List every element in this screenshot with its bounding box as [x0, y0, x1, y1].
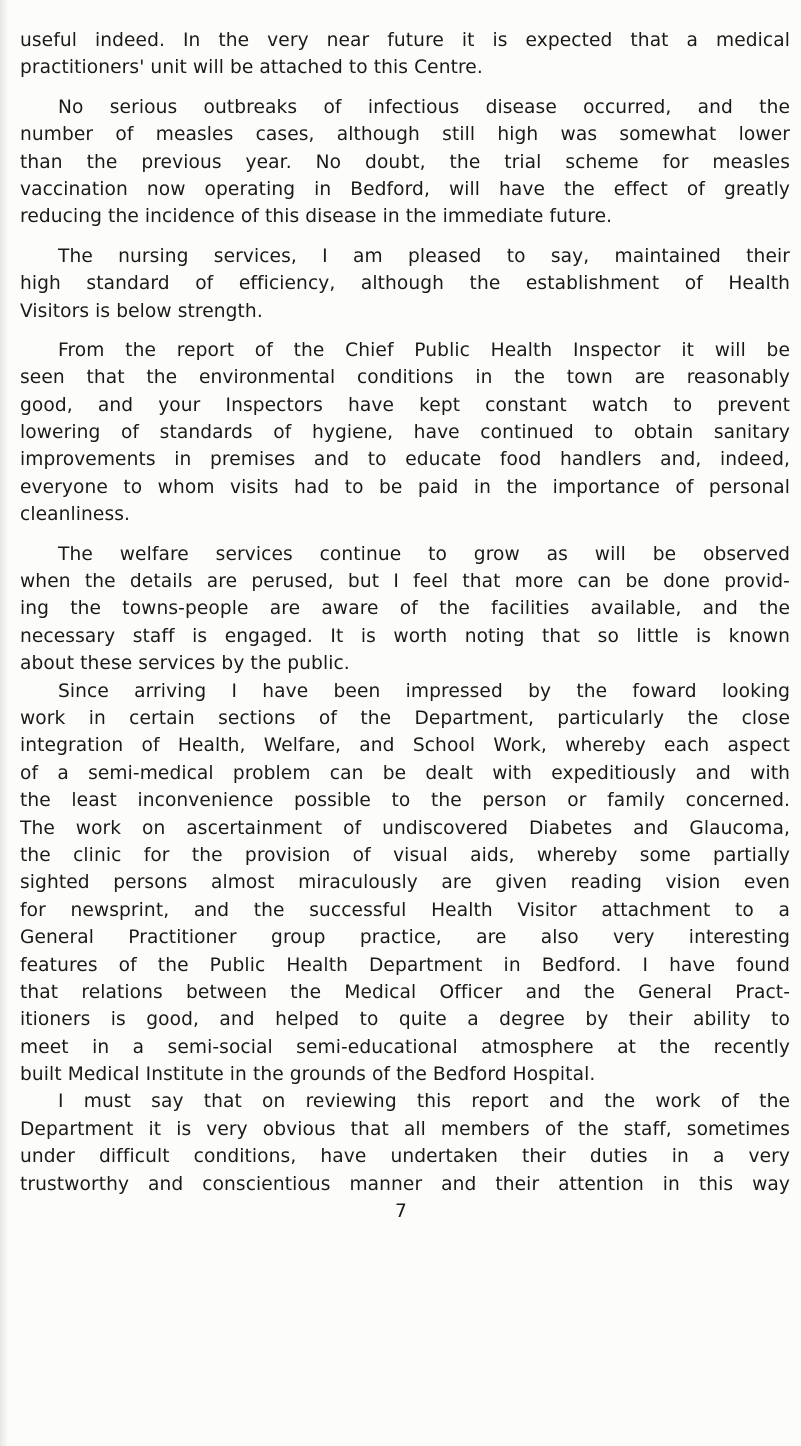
paragraph-p6 [20, 1088, 790, 1198]
text-line: I must say that on reviewing this report and the work of the [58, 1091, 790, 1113]
page-edge-shadow [0, 0, 8, 1446]
paragraph-p5 [20, 678, 790, 1089]
text-line: cleanliness. [20, 504, 131, 526]
text-line: sighted persons almost miraculously are given reading vision even [20, 872, 790, 894]
text-line: Visitors is below strength. [20, 300, 263, 322]
text-line: work in certain sections of the Department, particularly the close [20, 707, 790, 729]
body-text [20, 27, 790, 1225]
text-line: itioners is good, and helped to quite a degree by their ability to [20, 1009, 790, 1031]
text-line: meet in a semi-social semi-educational atmosphere at the recently [20, 1036, 790, 1058]
text-line: under difficult conditions, have undertaken their duties in a very [20, 1146, 790, 1168]
page-number: 7 [395, 1201, 407, 1223]
paragraph-p0 [20, 27, 790, 82]
paragraph-p1 [20, 94, 790, 231]
text-line: Department it is very obvious that all members of the staff, sometimes [20, 1118, 790, 1140]
text-line: of a semi-medical problem can be dealt with expeditiously and with [20, 762, 790, 784]
text-line: that relations between the Medical Officer and the General Pract- [20, 981, 790, 1003]
text-line: good, and your Inspectors have kept constant watch to prevent [20, 394, 790, 416]
text-line: than the previous year. No doubt, the trial scheme for measles [20, 151, 790, 173]
text-line: the clinic for the provision of visual aids, whereby some partially [20, 844, 790, 866]
text-line: everyone to whom visits had to be paid in the importance of personal [20, 476, 790, 498]
text-line: The work on ascertainment of undiscovered Diabetes and Glaucoma, [20, 817, 790, 839]
text-line: about these services by the public. [20, 653, 350, 675]
text-line: useful indeed. In the very near future it is expected that a medical [20, 30, 790, 51]
text-line: General Practitioner group practice, are also very interesting [20, 927, 790, 949]
text-line: features of the Public Health Department in Bedford. I have found [20, 954, 790, 976]
text-line: trustworthy and conscientious manner and their attention in this way [20, 1173, 790, 1195]
text-line: high standard of efficiency, although the establishment of Health [20, 273, 790, 295]
text-line: No serious outbreaks of infectious disease occurred, and the [58, 96, 790, 118]
text-line: integration of Health, Welfare, and School Work, whereby each aspect [20, 735, 790, 757]
text-line: lowering of standards of hygiene, have continued to obtain sanitary [20, 422, 790, 444]
paragraph-spacer [20, 231, 790, 243]
paragraph-spacer [20, 529, 790, 541]
text-line: The nursing services, I am pleased to say, maintained their [58, 245, 790, 267]
text-line: vaccination now operating in Bedford, will have the effect of greatly [20, 178, 790, 200]
text-line: Since arriving I have been impressed by the foward looking [58, 680, 790, 702]
text-line: when the details are perused, but I feel that more can be done provid- [20, 571, 790, 593]
text-line: the least inconvenience possible to the person or family concerned. [20, 790, 790, 812]
text-line: From the report of the Chief Public Health Inspector it will be [58, 339, 790, 361]
text-line: built Medical Institute in the grounds of the Bedford Hospital. [20, 1064, 596, 1086]
text-line: for newsprint, and the successful Health Visitor attachment to a [20, 899, 790, 921]
text-line: number of measles cases, although still high was somewhat lower [20, 124, 790, 146]
text-line: necessary staff is engaged. It is worth noting that so little is known [20, 625, 790, 647]
text-line: reducing the incidence of this disease in the immediate future. [20, 206, 613, 228]
paragraph-p3 [20, 337, 790, 529]
paragraph-spacer [20, 82, 790, 94]
text-line: seen that the environmental conditions in the town are reasonably [20, 367, 790, 389]
text-line: The welfare services continue to grow as will be observed [58, 543, 790, 565]
text-line: improvements in premises and to educate food handlers and, indeed, [20, 449, 790, 471]
text-line: practitioners' unit will be attached to this Centre. [20, 57, 483, 79]
paragraph-p2 [20, 243, 790, 325]
paragraph-spacer [20, 325, 790, 337]
paragraph-p4 [20, 541, 790, 678]
text-line: ing the towns-people are aware of the facilities available, and the [20, 598, 790, 620]
